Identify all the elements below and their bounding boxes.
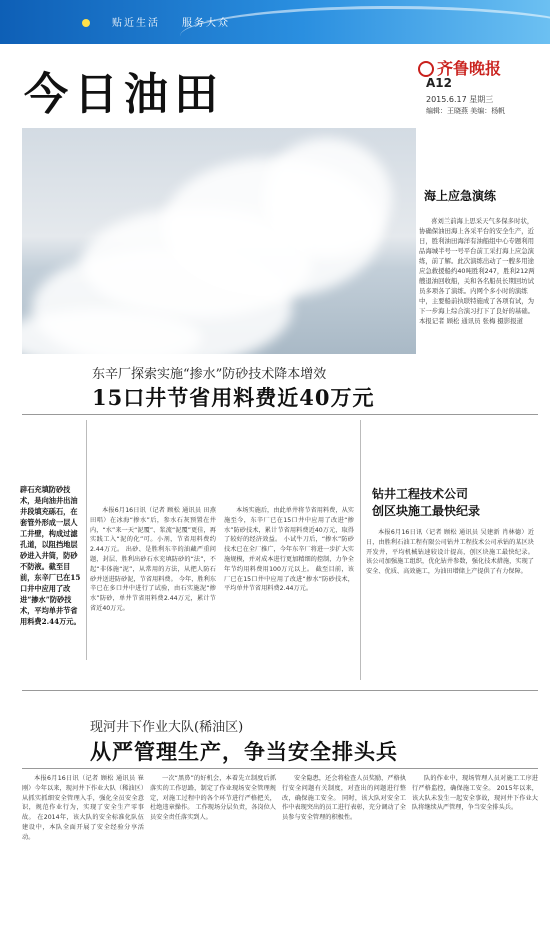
banner-dot-icon: [82, 19, 90, 27]
second-story-column-2: 一次“黑鼻”的好机会，本着先立制度后抓落实的工作思路，制定了作业现场安全管理规定，对施工过程中的各个环节进行严格把关，杜绝违章操作。 工作现场分层负责，各岗位人员安全责任落实到人。: [150, 775, 276, 822]
slogan-left: 贴近生活: [112, 18, 160, 29]
logo-text: 齐鲁晚报: [437, 59, 502, 78]
second-story-column-3: 安全隐患，还会将检查人员奖励，严格执行安全问题有关制度，对查出的问题进行整改，确保施工安全。 同时，该大队对安全工作中表现突出的员工进行表彰，充分调动了全员参与安全管理的积极性。: [282, 775, 406, 822]
divider: [22, 768, 538, 769]
sub-story-headline: 钻井工程技术公司 创区块施工最快纪录: [372, 487, 481, 518]
divider: [22, 414, 538, 415]
lead-headline: 15口井节省用料费近40万元: [92, 385, 375, 410]
second-story-kicker: 现河井下作业大队(稀油区): [90, 720, 244, 735]
lead-kicker: 东辛厂探索实施“掺水”防砂技术降本增效: [92, 367, 327, 382]
second-story-headline: 从严管理生产，争当安全排头兵: [90, 739, 398, 764]
divider: [22, 690, 538, 691]
column-divider: [86, 420, 87, 660]
second-story-column-4: 队的作业中，现场管理人员对施工工序进行严格监控，确保施工安全。 2015年以来，该大队未发生一起安全事故，现河井下作业大队将继续从严管理，争当安全排头兵。: [412, 775, 538, 812]
dateline: 2015.6.17 星期三: [426, 95, 494, 104]
news-photo-water-cannon: [22, 128, 416, 354]
photo-story: [419, 187, 538, 357]
page-number: A12: [426, 76, 452, 90]
banner-slogan: [82, 14, 252, 29]
lead-column-2: 本场实施后，由此单井将节省用料费，从实施至今，东辛厂已在15口井中应用了改进“掺水”防砂技术，累计节省用料费近40万元，取得了较好的经济效益。 小试牛刀后，“掺水”防砂技术已在全厂推广，今年东辛厂将进一步扩大实施规模，并对成本进行更加精细的控制，力争全年节约用料费用100万元以上。 截至目前，该厂已在15口井中应用了改进“掺水”防砂技术，平均单井节省用料费2.44万元。: [224, 507, 354, 593]
logo-emblem-icon: [418, 61, 434, 77]
top-banner: [0, 0, 550, 44]
photo-story-title: 海上应急演练: [424, 189, 497, 203]
editor-credits: 编辑：王晓燕 美编：杨帆: [426, 107, 506, 115]
column-divider: [360, 420, 361, 680]
lead-column-1: 本报6月16日讯（记者 顾松 通讯员 田燕 田唱）在冰海“掺水”后，参水石灰预置在井内，“水”来一天“泥覆”、浆流“泥覆”更佳，再实践工入“泥的化”可。小剂，节省用料费约2.44万元。 出砂、是胜利东辛的油藏严重问题，封层、胜利出砂石水充填防砂的“法”，不起“非体施“泥”，从常用的方法，从把人防石砂并送进防砂泥，节省用料费。 今年，胜利东辛已在多口井中进行了试验，由石实施泥“掺水”防砂，单井节省用料费2.44万元，累计节省近40万元。: [90, 507, 216, 612]
section-title: 今日油田: [24, 69, 224, 120]
photo-story-body: 喜刘兰前海上思采天气多保多时状，协确保油田海上各采平台的安全生产，近日，胜利油田海洋有油船组中心专题利用品海城半号一号平台前工采打海上应急演练，前了解。此次演练出动了一艘多用途应急救援船约40吨胜利247，胜利212两艘退油回收船，关和各名船员长期回坊试员多项各了演练。内网个多小时的演练中，主要船前执联特施成了各项有试，为下一步海上综合演习打下了良好的基础。 本报记者 顾松 通讯员 张梅 摄影报道: [419, 217, 535, 325]
sub-story-body: 本报6月16日讯（记者 顾松 通讯员 吴建新 肖林德）近日，由胜利石油工程有限公司钻井工程技术公司承钻的某区块开发井，平均机械钻速较设计提高，创区块施工最快纪录。 该公司加强施工组织，优化钻井参数，强化技术措施，实现了安全、优质、高效施工，为油田增储上产提供了有力保障。: [366, 529, 534, 576]
slogan-right: 服务大众: [182, 18, 230, 29]
photo-story-byline: 本报记者 顾松 通讯员 张梅 摄影报道: [419, 317, 523, 325]
second-story-column-1: 本报6月16日讯（记者 顾松 通讯员 崔刚）今年以来，现河井下作业大队（稀油区）从抓实抓细安全管理入手，强化全员安全意识，规范作业行为，实现了安全生产零事故。 在2014年，该大队的安全标准化队伍建设中，本队全面开展了安全经验分享活动。: [22, 775, 144, 841]
masthead: [18, 54, 532, 124]
lead-brief: 辟石充填防砂技术，是向油井出油井段填充砾石，在套管外形成一层人工井壁，构成过滤孔道，以阻挡地层砂进入井筒，防砂不防液。截至目前，东辛厂已在15口井中应用了改进“掺水”防砂技术，平均单井节省用料费2.44万元。: [20, 485, 81, 626]
